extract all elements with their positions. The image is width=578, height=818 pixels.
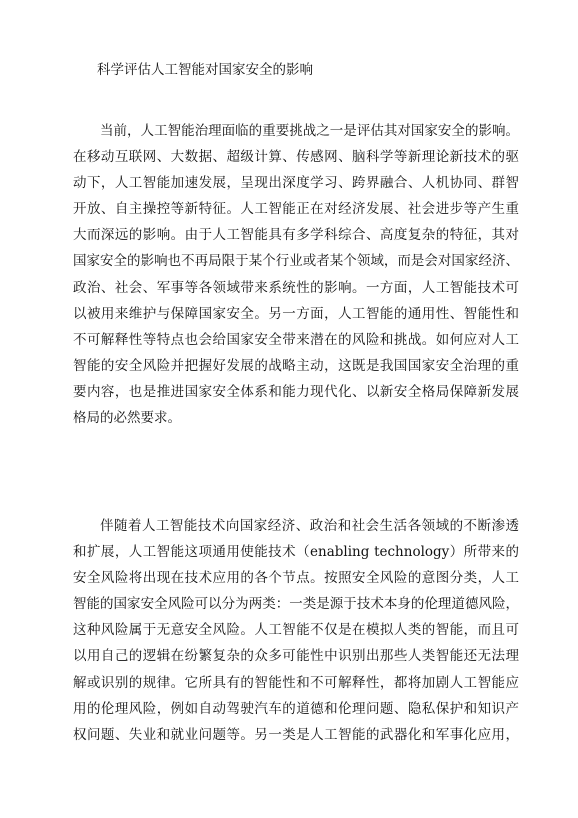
paragraph-line: 安全风险将出现在技术应用的各个节点。按照安全风险的意图分类，人工: [73, 570, 519, 587]
paragraph-line: 不可解释性等特点也会给国家安全带来潜在的风险和挑战。如何应对人工: [73, 331, 519, 348]
paragraph-line: 这种风险属于无意安全风险。人工智能不仅是在模拟人类的智能，而且可: [73, 622, 519, 639]
paragraph-line: 和扩展，人工智能这项通用使能技术（enabling technology）所带来的: [73, 544, 519, 561]
paragraph-line: 智能的国家安全风险可以分为两类：一类是源于技术本身的伦理道德风险，: [73, 596, 519, 613]
document-title: 科学评估人工智能对国家安全的影响: [97, 62, 313, 78]
paragraph-line: 政治、社会、军事等各领域带来系统性的影响。一方面，人工智能技术可: [73, 279, 519, 296]
paragraph-line: 在移动互联网、大数据、超级计算、传感网、脑科学等新理论新技术的驱: [73, 149, 519, 166]
paragraph-line: 伴随着人工智能技术向国家经济、政治和社会生活各领域的不断渗透: [100, 518, 519, 534]
paragraph-line: 大而深远的影响。由于人工智能具有多学科综合、高度复杂的特征，其对: [73, 227, 519, 244]
paragraph-line: 国家安全的影响也不再局限于某个行业或者某个领域，而是会对国家经济、: [73, 253, 519, 270]
paragraph-line: 动下，人工智能加速发展，呈现出深度学习、跨界融合、人机协同、群智: [73, 175, 519, 192]
paragraph-line: 权问题、失业和就业问题等。另一类是人工智能的武器化和军事化应用，: [73, 726, 519, 743]
paragraph-line: 格局的必然要求。: [73, 410, 181, 427]
paragraph-line: 要内容，也是推进国家安全体系和能力现代化、以新安全格局保障新发展: [73, 383, 519, 400]
paragraph-line: 当前，人工智能治理面临的重要挑战之一是评估其对国家安全的影响。: [100, 123, 519, 139]
paragraph-line: 以被用来维护与保障国家安全。另一方面，人工智能的通用性、智能性和: [73, 305, 519, 322]
paragraph-line: 以用自己的逻辑在纷繁复杂的众多可能性中识别出那些人类智能还无法理: [73, 648, 519, 665]
paragraph-line: 智能的安全风险并把握好发展的战略主动，这既是我国国家安全治理的重: [73, 357, 519, 374]
paragraph-line: 解或识别的规律。它所具有的智能性和不可解释性，都将加剧人工智能应: [73, 674, 519, 691]
paragraph-2: [73, 513, 519, 748]
paragraph-line: 用的伦理风险，例如自动驾驶汽车的道德和伦理问题、隐私保护和知识产: [73, 700, 519, 717]
paragraph-line: 开放、自主操控等新特征。人工智能正在对经济发展、社会进步等产生重: [73, 201, 519, 218]
paragraph-1: [73, 118, 519, 431]
